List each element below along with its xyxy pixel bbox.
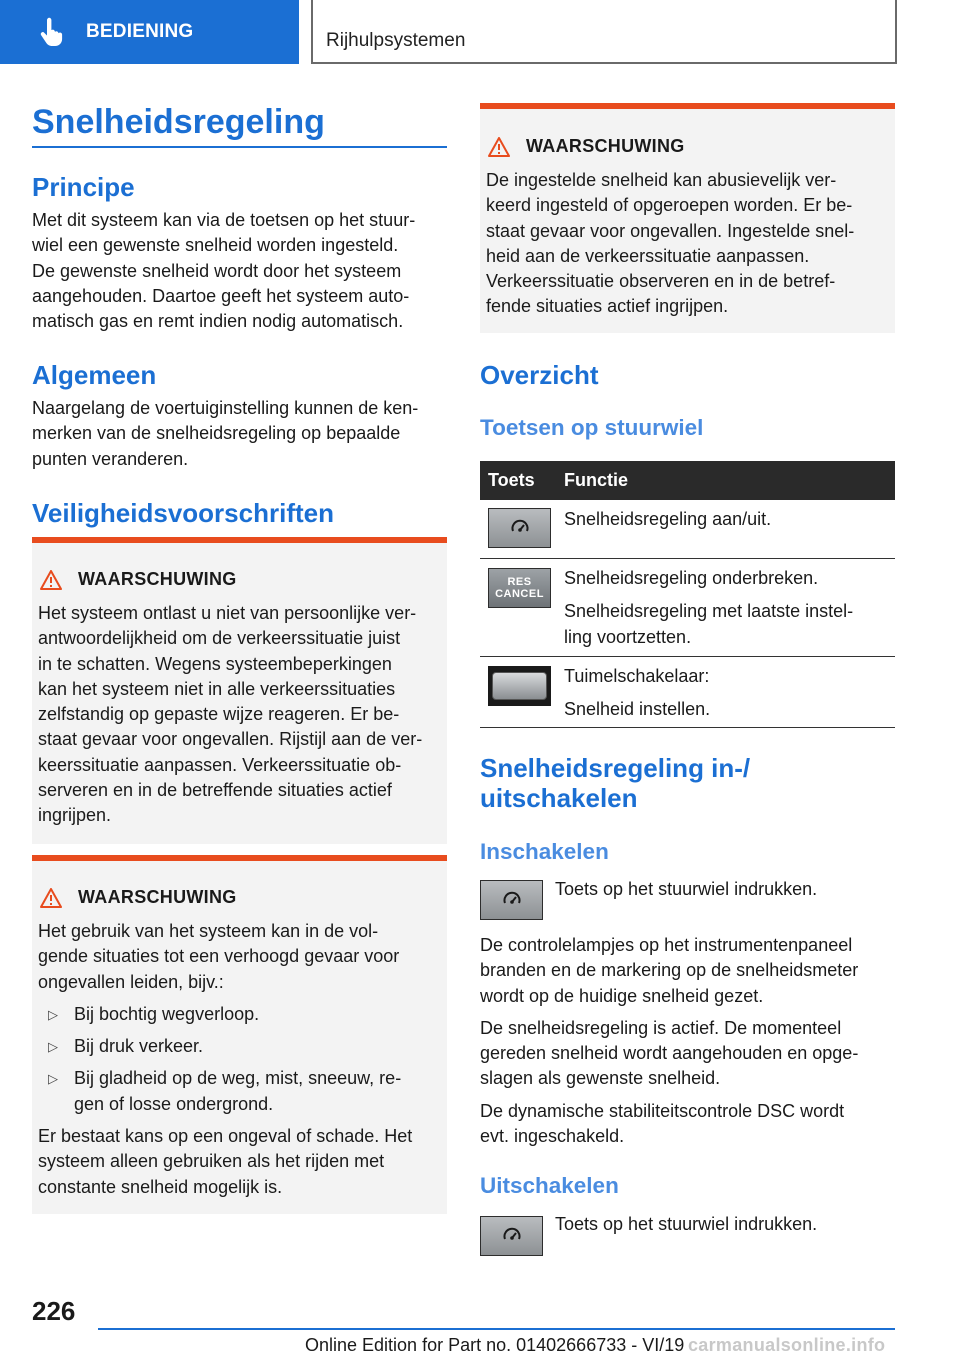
table-row [480, 559, 895, 657]
section-title: BEDIENING [86, 21, 194, 42]
warning-title-3: WAARSCHUWING [488, 136, 685, 157]
section-tab[interactable] [0, 0, 299, 64]
principe-text: Met dit systeem kan via de toetsen op het stuur- wiel een gewenste snelheid worden ingesteld. De gewenste snelheid wordt door het systeem aangehouden. Daartoe geeft het systeem auto- matisch gas en remt indien nodig automatisch. [32, 210, 416, 332]
bullet-triangle-icon: ▷ [48, 1071, 58, 1087]
page-title: Snelheidsregeling [32, 103, 325, 141]
rocker-switch-icon [488, 666, 551, 706]
warning-box-1 [32, 537, 447, 844]
function-text: Tuimelschakelaar: Snelheid instellen. [564, 666, 711, 720]
footer-rule [98, 1328, 895, 1330]
bullet-triangle-icon: ▷ [48, 1039, 58, 1055]
watermark: carmanualsonline.info [688, 1335, 886, 1355]
heading-algemeen: Algemeen [32, 360, 157, 390]
list-item: ▷ Bij gladheid op de weg, mist, sneeuw, re- gen of losse ondergrond. [48, 1068, 402, 1114]
heading-toetsen: Toetsen op stuurwiel [480, 415, 704, 440]
heading-in-uitschakelen: Snelheidsregeling in-/ uitschakelen [480, 753, 751, 813]
res-cancel-button-icon: RES CANCEL [488, 568, 551, 608]
footer-edition: Online Edition for Part no. 01402666733 - VI/19 [305, 1335, 685, 1355]
bullet-triangle-icon: ▷ [48, 1006, 58, 1022]
table-row [480, 657, 895, 728]
warning-text-2: Het gebruik van het systeem kan in de vol- gende situaties tot een verhoogd gevaar voor ongevallen leiden, bijv.: ▷ Bij bochtig wegverloop. ▷ Bij druk verkeer. ▷ Bij gladheid op de weg, mist, sneeuw, re- gen of losse ondergrond. Er bestaat kans op een ongeval of schade. Het systeem alleen gebruiken als het rijden met constante snelheid mogelijk is. [38, 919, 443, 1200]
inschakelen-caption: Toets op het stuurwiel indrukken. [555, 879, 818, 899]
heading-uitschakelen: Uitschakelen [480, 1173, 619, 1198]
warning-triangle-icon [488, 137, 510, 157]
function-text: Snelheidsregeling aan/uit. [564, 509, 772, 529]
table-row [480, 500, 895, 559]
title-rule [32, 146, 447, 148]
warning-box-2 [32, 855, 447, 1214]
cruise-control-icon [480, 880, 543, 920]
algemeen-text: Naargelang de voertuiginstelling kunnen de ken- merken van de snelheidsregeling op bepaalde punten veranderen. [32, 398, 419, 469]
breadcrumb-label: Rijhulpsystemen [326, 30, 466, 51]
heading-inschakelen: Inschakelen [480, 839, 609, 864]
page-number: 226 [32, 1296, 76, 1326]
heading-principe: Principe [32, 172, 135, 202]
breadcrumb [311, 0, 897, 64]
function-text: Snelheidsregeling onderbreken. Snelheidsregeling met laatste instel- ling voortzetten. [564, 568, 854, 647]
column-header-functie: Functie [564, 470, 629, 490]
list-item: ▷ Bij bochtig wegverloop. [38, 1002, 443, 1027]
hand-pointer-icon [36, 16, 68, 48]
cruise-control-icon [488, 508, 551, 548]
warning-list [38, 1002, 443, 1117]
list-item: ▷ Bij druk verkeer. [38, 1034, 443, 1059]
heading-overzicht: Overzicht [480, 360, 599, 390]
warning-title-1: WAARSCHUWING [40, 569, 237, 590]
warning-triangle-icon [40, 888, 62, 908]
warning-triangle-icon [40, 570, 62, 590]
cruise-control-icon [480, 1216, 543, 1256]
warning-title-2: WAARSCHUWING [40, 887, 237, 908]
heading-veiligheid: Veiligheidsvoorschriften [32, 498, 334, 528]
uitschakelen-caption: Toets op het stuurwiel indrukken. [555, 1214, 818, 1234]
inschakelen-paragraphs: De controlelampjes op het instrumentenpaneel branden en de markering op de snelheidsmeter wordt op de huidige snelheid gezet. De snelheidsregeling is actief. De momenteel gereden snelheid wordt aangehouden en opge- slagen als gewenste snelheid. De dynamische stabiliteitscontrole DSC wordt evt. ingeschakeld. [480, 935, 859, 1147]
table-header [480, 461, 895, 500]
warning-box-3 [480, 103, 895, 333]
warning-text-1: Het systeem ontlast u niet van persoonlijke ver- antwoordelijkheid om de verkeerssituatie juist in te schatten. Wegens systeembeperkingen kan het systeem niet in alle verkeerssituaties zelfstandig op gepaste wijze reageren. Er be- staat gevaar voor ongevallen. Rijstijl aan de ver- keerssituatie aanpassen. Verkeerssituatie ob- serveren en in de betreffende situaties actief ingrijpen. [38, 603, 423, 826]
warning-text-3: De ingestelde snelheid kan abusievelijk ver- keerd ingesteld of opgeroepen worden. Er be- staat gevaar voor ongevallen. Ingestelde snel- heid aan de verkeerssituatie aanpassen. Verkeerssituatie observeren en in de betref- fende situaties actief ingrijpen. [486, 170, 855, 317]
column-header-toets: Toets [488, 470, 535, 490]
